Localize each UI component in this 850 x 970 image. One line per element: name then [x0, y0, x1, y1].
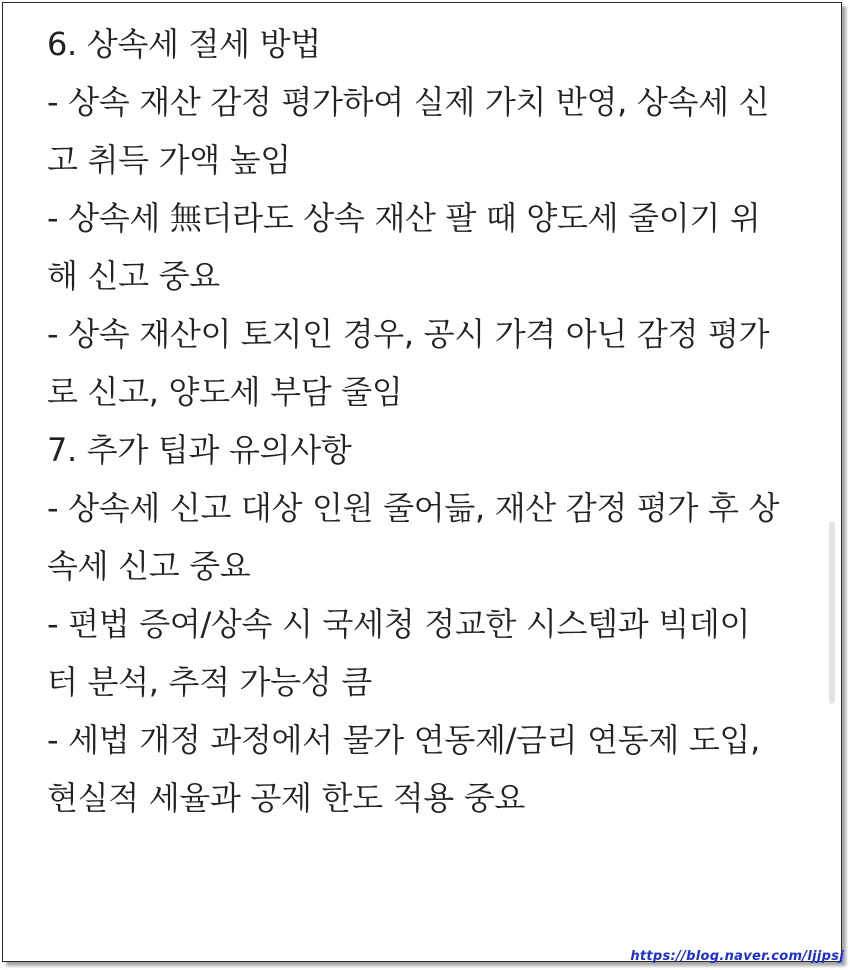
heading-section-6: 6. 상속세 절세 방법	[47, 25, 321, 63]
text-line: - 상속 재산 감정 평가하여 실제 가치 반영, 상속세 신	[47, 83, 770, 121]
document-body	[47, 15, 807, 827]
text-line: 고 취득 가액 높임	[47, 141, 291, 179]
heading-section-7: 7. 추가 팁과 유의사항	[47, 431, 352, 469]
text-line: - 세법 개정 과정에서 물가 연동제/금리 연동제 도입,	[47, 721, 760, 759]
text-line: - 상속 재산이 토지인 경우, 공시 가격 아닌 감정 평가	[47, 315, 770, 353]
text-line: - 상속세 신고 대상 인원 줄어듦, 재산 감정 평가 후 상	[47, 489, 780, 527]
text-line: 현실적 세율과 공제 한도 적용 중요	[47, 779, 525, 817]
screenshot-frame	[2, 2, 842, 962]
text-line: 로 신고, 양도세 부담 줄임	[47, 373, 403, 411]
blog-watermark: https://blog.naver.com/ljjpsj	[630, 949, 844, 964]
text-line: 해 신고 중요	[47, 257, 220, 295]
text-line: - 편법 증여/상속 시 국세청 정교한 시스템과 빅데이	[47, 605, 751, 643]
text-line: 속세 신고 중요	[47, 547, 251, 585]
text-line: 터 분석, 추적 가능성 큼	[47, 663, 372, 701]
vertical-scrollbar[interactable]	[829, 521, 835, 704]
text-line: - 상속세 無더라도 상속 재산 팔 때 양도세 줄이기 위	[47, 199, 761, 237]
